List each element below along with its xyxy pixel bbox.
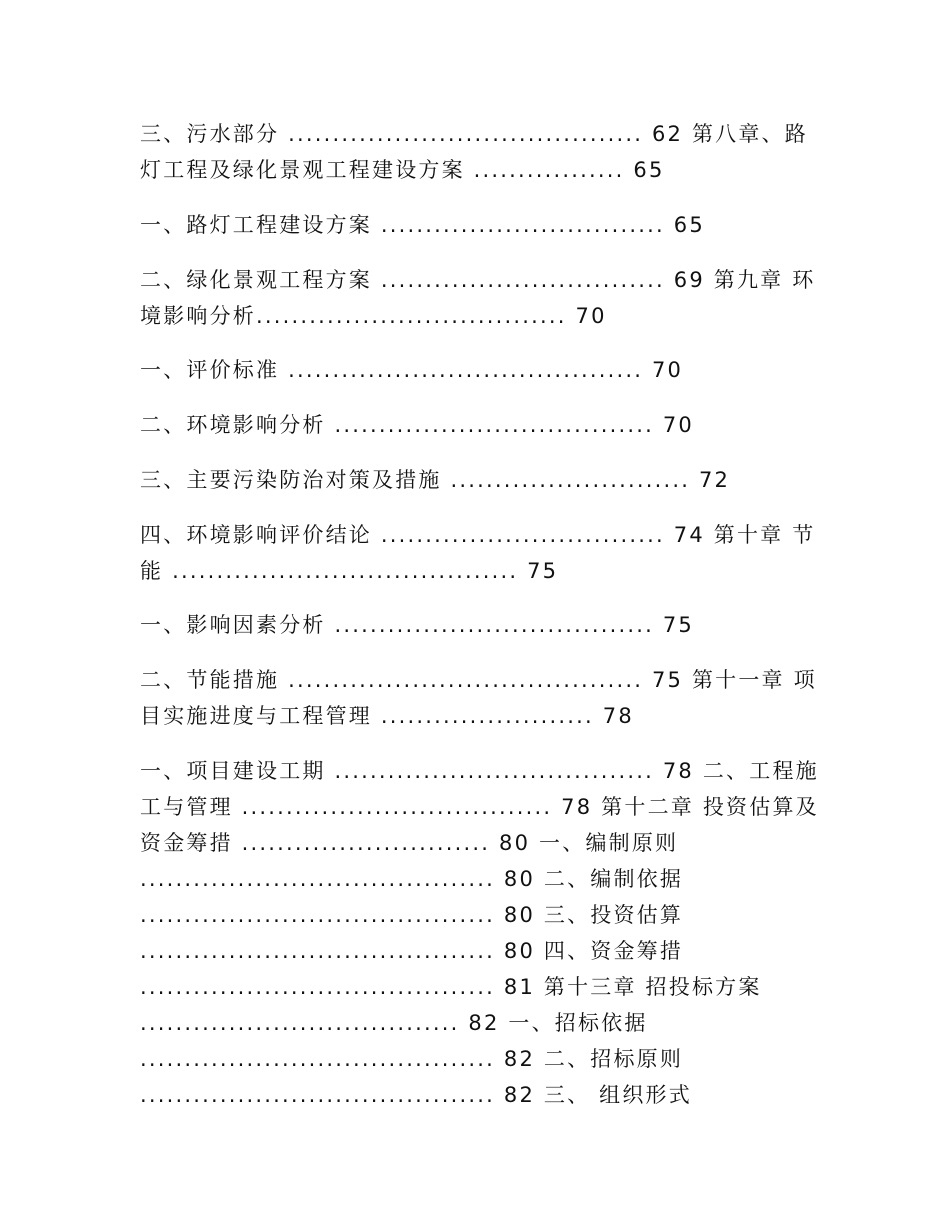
- toc-line: 境影响分析................................... 70: [140, 304, 607, 328]
- toc-line: 三、污水部分 ........................................ 62 第八章、路: [140, 122, 808, 146]
- toc-line: 资金筹措 ............................ 80 一、编制原则: [140, 831, 679, 855]
- toc-line: 四、环境影响评价结论 ................................ 74 第十章 节: [140, 523, 816, 547]
- toc-line: 灯工程及绿化景观工程建设方案 ................. 65: [140, 158, 665, 182]
- toc-line: 三、主要污染防治对策及措施 ........................... 72: [140, 468, 731, 492]
- toc-line: ........................................ 80 二、编制依据: [140, 867, 684, 891]
- toc-line: 能 ....................................... 75: [140, 559, 559, 583]
- toc-line: ........................................ 82 二、招标原则: [140, 1047, 684, 1071]
- toc-line: 二、绿化景观工程方案 ................................ 69 第九章 环: [140, 268, 816, 292]
- toc-line: 二、环境影响分析 .................................... 70: [140, 413, 694, 437]
- toc-line: ........................................ 81 第十三章 招投标方案: [140, 975, 762, 999]
- toc-line: 工与管理 ................................... 78 第十二章 投资估算及: [140, 795, 819, 819]
- toc-line: 一、影响因素分析 .................................... 75: [140, 613, 694, 637]
- toc-line: ........................................ 82 三、 组织形式: [140, 1083, 692, 1107]
- toc-line: 一、评价标准 ........................................ 70: [140, 358, 684, 382]
- toc-line: .................................... 82 一、招标依据: [140, 1011, 648, 1035]
- toc-line: 二、节能措施 ........................................ 75 第十一章 项: [140, 668, 817, 692]
- toc-line: ........................................ 80 三、投资估算: [140, 903, 684, 927]
- toc-line: ........................................ 80 四、资金筹措: [140, 939, 684, 963]
- toc-line: 一、项目建设工期 .................................... 78 二、工程施: [140, 759, 819, 783]
- toc-line: 目实施进度与工程管理 ........................ 78: [140, 704, 634, 728]
- toc-line: 一、路灯工程建设方案 ................................ 65: [140, 213, 705, 237]
